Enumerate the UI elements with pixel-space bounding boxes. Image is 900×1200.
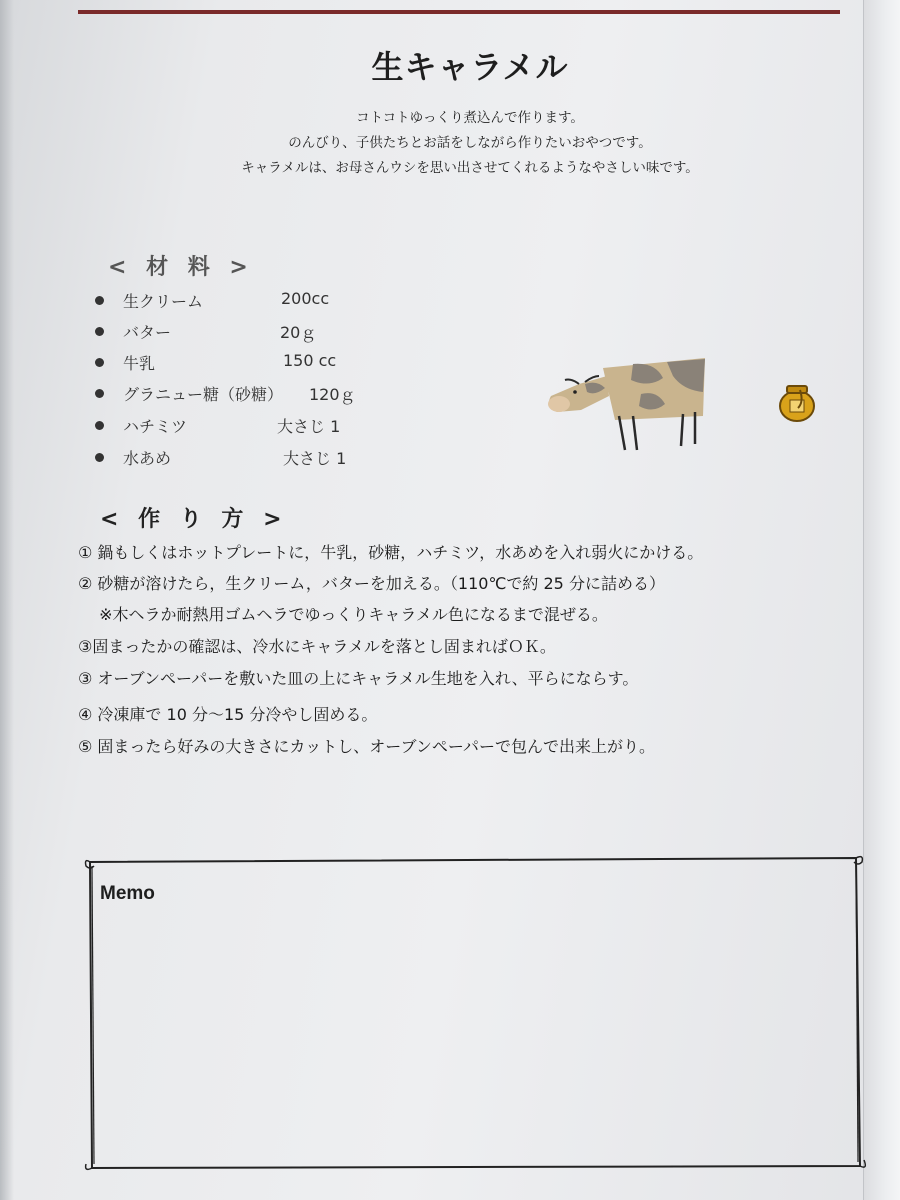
intro-line-3: キャラメルは、お母さんウシを思い出させてくれるようなやさしい味です。	[241, 160, 699, 176]
steps-heading: < 作 り 方 >	[100, 507, 288, 532]
bullet-icon	[95, 389, 104, 398]
bullet-icon	[95, 421, 104, 430]
ingredients-heading: < 材 料 >	[108, 255, 254, 280]
ingredient-name: バター	[123, 323, 172, 342]
ingredient-qty: 20ｇ	[280, 323, 317, 342]
bullet-icon	[95, 453, 104, 462]
ingredient-qty: 大さじ 1	[277, 417, 341, 436]
recipe-title: 生キャラメル	[371, 48, 569, 86]
ingredient-name: 生クリーム	[123, 292, 204, 311]
bullet-icon	[95, 296, 104, 305]
step-line: ⑤ 固まったら好みの大きさにカットし、オーブンペーパーで包んで出来上がり。	[78, 737, 656, 756]
honey-pot-icon	[774, 378, 820, 424]
cow-illustration-icon	[545, 354, 710, 454]
memo-label: Memo	[100, 883, 155, 904]
page-shadow	[0, 0, 14, 1200]
ingredient-qty: 200cc	[281, 289, 330, 308]
intro-line-2: のんびり、子供たちとお話をしながら作りたいおやつです。	[288, 135, 652, 151]
bullet-icon	[95, 358, 104, 367]
ingredient-name: ハチミツ	[123, 417, 188, 436]
intro-line-1: コトコトゆっくり煮込んで作ります。	[356, 110, 584, 126]
memo-box	[80, 854, 870, 1174]
bullet-icon	[95, 327, 104, 336]
step-line: ② 砂糖が溶けたら，生クリーム，バターを加える。（110℃で約 25 分に詰める）	[78, 574, 665, 593]
ingredient-name: グラニュー糖（砂糖）	[123, 385, 284, 404]
step-line: ④ 冷凍庫で 10 分～15 分冷やし固める。	[78, 705, 378, 724]
ingredient-qty: 150 cc	[283, 351, 337, 370]
ingredient-name: 水あめ	[123, 449, 172, 468]
ingredient-qty: 大さじ 1	[283, 449, 347, 468]
step-line: ① 鍋もしくはホットプレートに，牛乳，砂糖，ハチミツ，水あめを入れ弱火にかける。	[78, 543, 704, 562]
top-rule	[78, 10, 840, 14]
ingredient-qty: 120ｇ	[309, 385, 356, 404]
step-line: ③ オーブンペーパーを敷いた皿の上にキャラメル生地を入れ、平らにならす。	[78, 669, 639, 688]
step-line: ③固まったかの確認は、冷水にキャラメルを落とし固まればＯＫ。	[78, 637, 556, 656]
step-line: ※木ヘラか耐熱用ゴムヘラでゆっくりキャラメル色になるまで混ぜる。	[78, 605, 608, 624]
ingredient-name: 牛乳	[123, 354, 156, 373]
